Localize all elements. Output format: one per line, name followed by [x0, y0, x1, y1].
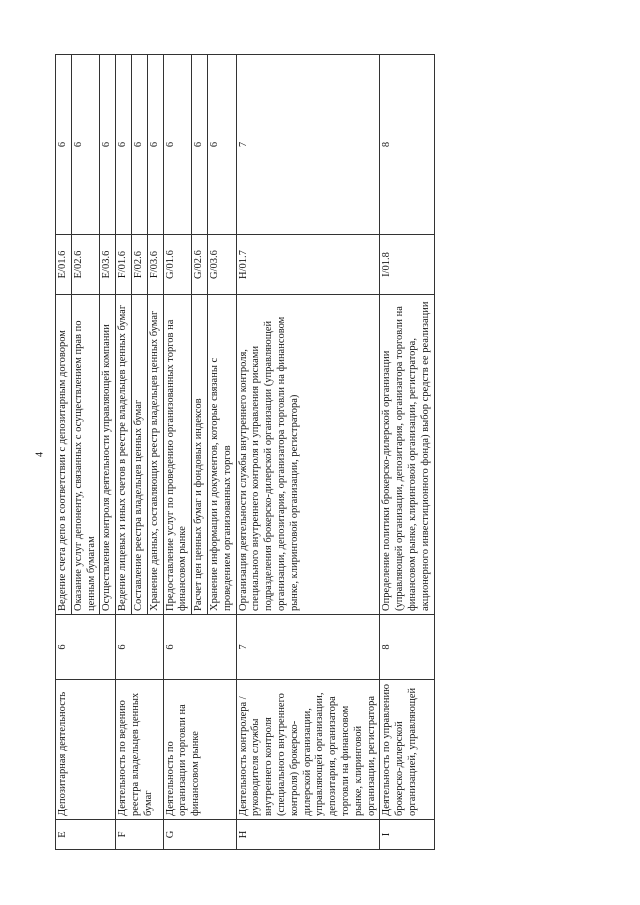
function-level-cell: 6 — [192, 55, 208, 235]
table-row — [163, 55, 192, 850]
function-level-cell: 6 — [131, 55, 147, 235]
group-level-cell: 6 — [116, 615, 163, 680]
function-text-cell: Оказание услуг депоненту, связанных с осуществлением прав по ценным бумагам — [71, 295, 100, 615]
function-code-cell: G/03.6 — [207, 235, 236, 295]
rotated-table-sheet — [55, 55, 625, 850]
function-text-cell: Составление реестра владельцев ценных бумаг — [131, 295, 147, 615]
group-code-cell: G — [163, 820, 236, 850]
group-name-cell: Деятельность по управлению брокерско-дилерской организацией, управляющей — [380, 680, 434, 820]
functions-table — [55, 54, 435, 850]
group-name-cell: Деятельность контролера /руководителя службы внутреннего контроля (специального внутреннего контроля) брокерско-дилерской организации, управляющей организации, депозитария, организатора торговли на финансовом рынке, клиринговой организации, регистратора — [236, 680, 380, 820]
function-level-cell: 6 — [116, 55, 132, 235]
function-level-cell: 6 — [71, 55, 100, 235]
function-level-cell: 6 — [56, 55, 72, 235]
function-code-cell: E/02.6 — [71, 235, 100, 295]
table-row — [380, 55, 434, 850]
group-code-cell: F — [116, 820, 163, 850]
function-code-cell: I/01.8 — [380, 235, 434, 295]
table-row — [236, 55, 380, 850]
group-level-cell: 6 — [163, 615, 236, 680]
function-level-cell: 6 — [207, 55, 236, 235]
function-level-cell: 6 — [100, 55, 116, 235]
group-level-cell: 7 — [236, 615, 380, 680]
function-code-cell: G/01.6 — [163, 235, 192, 295]
group-code-cell: H — [236, 820, 380, 850]
group-code-cell: I — [380, 820, 434, 850]
table-row — [116, 55, 132, 850]
table-row — [56, 55, 72, 850]
function-code-cell: H/01.7 — [236, 235, 380, 295]
function-text-cell: Предоставление услуг по проведению организованных торгов на финансовом рынке — [163, 295, 192, 615]
function-code-cell: F/01.6 — [116, 235, 132, 295]
function-text-cell: Осуществление контроля деятельности управляющей компании — [100, 295, 116, 615]
group-level-cell: 8 — [380, 615, 434, 680]
function-code-cell: F/02.6 — [131, 235, 147, 295]
function-level-cell: 6 — [163, 55, 192, 235]
function-text-cell: Ведение лицевых и иных счетов в реестре владельцев ценных бумаг — [116, 295, 132, 615]
group-name-cell: Деятельность по ведению реестра владельцев ценных бумаг — [116, 680, 163, 820]
function-code-cell: E/01.6 — [56, 235, 72, 295]
function-level-cell: 6 — [147, 55, 163, 235]
function-text-cell: Ведение счета депо в соответствии с депозитарным договором — [56, 295, 72, 615]
function-level-cell: 8 — [380, 55, 434, 235]
function-text-cell: Определение политики брокерско-дилерской организации (управляющей организации, депозитария, организатора торговли на финансовом рынке, клиринговой организации, регистратора, акционерного инвестиционного фонда) выбор средств ее реализации — [380, 295, 434, 615]
function-level-cell: 7 — [236, 55, 380, 235]
function-text-cell: Хранение информации и документов, которые связаны с проведением организованных торгов — [207, 295, 236, 615]
function-text-cell: Хранение данных, составляющих реестр владельцев ценных бумаг — [147, 295, 163, 615]
group-level-cell: 6 — [56, 615, 116, 680]
function-code-cell: G/02.6 — [192, 235, 208, 295]
function-text-cell: Организация деятельности службы внутреннего контроля, специального внутреннего контроля и управления рисками подразделения брокерско-дилерской организации (управляющей организации, депозитария, организатора торговли на финансовом рынке, клиринговой организации, регистратора) — [236, 295, 380, 615]
group-name-cell: Депозитарная деятельность — [56, 680, 116, 820]
page-number: 4 — [34, 452, 46, 457]
function-text-cell: Расчет цен ценных бумаг и фондовых индексов — [192, 295, 208, 615]
function-code-cell: E/03.6 — [100, 235, 116, 295]
group-name-cell: Деятельность по организации торговли на финансовом рынке — [163, 680, 236, 820]
group-code-cell: E — [56, 820, 116, 850]
function-code-cell: F/03.6 — [147, 235, 163, 295]
